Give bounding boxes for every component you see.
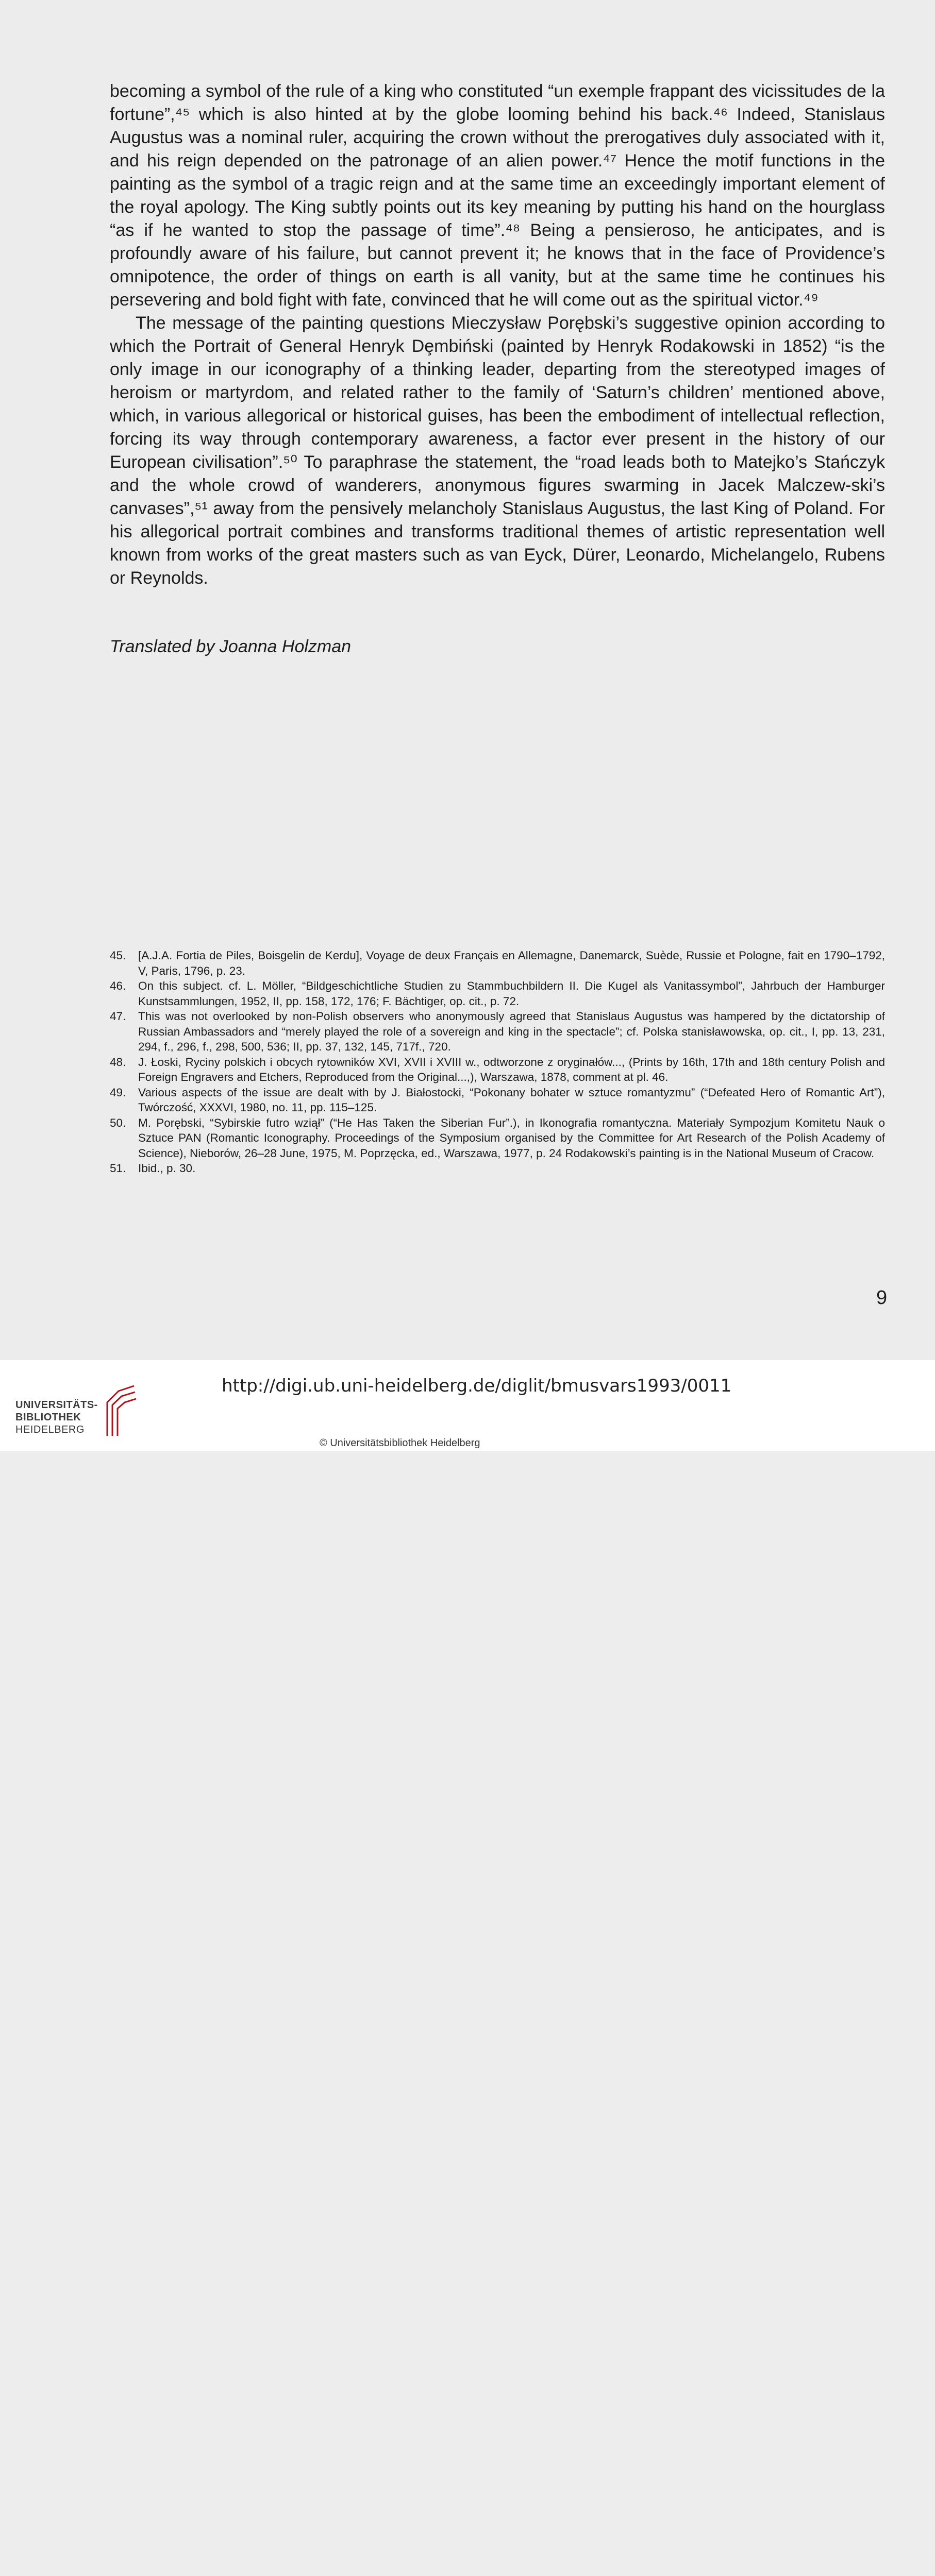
footnote-number: 50. xyxy=(110,1116,126,1129)
library-emblem-icon xyxy=(103,1382,139,1438)
logo-line: BIBLIOTHEK xyxy=(15,1412,81,1423)
footnote-text: Ibid., p. 30. xyxy=(138,1162,196,1175)
library-logo[interactable] xyxy=(15,1381,139,1437)
footnote-text: M. Porębski, “Sybirskie futro wziął” (“He Has Taken the Siberian Fur”.), in Ikonografia romantyczna. Materiały Sympozjum Komitetu Nauk o Sztuce PAN (Romantic Iconography. Proceedings of the Symposium organised by the Committee for Art Research of the Polish Academy of Science), Nieborów, 26–28 June, 1975, M. Poprzęcka, ed., Warszawa, 1977, p. 24 Rodakowski’s painting is in the National Museum of Cracow. xyxy=(138,1116,885,1160)
footnote xyxy=(110,1009,885,1055)
page-number: 9 xyxy=(876,1287,888,1309)
permalink-url[interactable]: http://digi.ub.uni-heidelberg.de/diglit/bmusvars1993/0011 xyxy=(222,1376,732,1396)
footnote-text: This was not overlooked by non-Polish observers who anonymously agreed that Stanislaus Augustus was hampered by the dictatorship of Russian Ambassadors and “merely played the role of a sovereign and king in the spectacle”; cf. Polska stanisławowska, op. cit., I, pp. 13, 231, 294, f., 296, f., 298, 500, 536; II, pp. 37, 132, 145, 717f., 720. xyxy=(138,1010,885,1053)
footnote-number: 51. xyxy=(110,1162,126,1175)
footnote xyxy=(110,1115,885,1161)
logo-line: HEIDELBERG xyxy=(15,1424,85,1435)
translator-credit: Translated by Joanna Holzman xyxy=(110,637,352,656)
footnote-text: Various aspects of the issue are dealt with by J. Białostocki, “Pokonany bohater w sztuce romantyzmu” (“Defeated Hero of Romantic Art”), Twórczość, XXXVI, 1980, no. 11, pp. 115–125. xyxy=(138,1086,885,1114)
footnote-number: 49. xyxy=(110,1086,126,1099)
footnote-number: 48. xyxy=(110,1055,126,1069)
footnote-number: 46. xyxy=(110,979,126,992)
footnote-number: 45. xyxy=(110,949,126,962)
footnote-text: J. Łoski, Ryciny polskich i obcych rytowników XVI, XVII i XVIII w., odtworzone z oryginałów..., (Prints by 16th, 17th and 18th century Polish and Foreign Engravers and Etchers, Reproduced from the Original...,), Warszawa, 1878, comment at pl. 46. xyxy=(138,1055,885,1083)
footnote xyxy=(110,948,885,978)
logo-line: UNIVERSITÄTS- xyxy=(15,1399,98,1411)
footnote xyxy=(110,978,885,1009)
footnote-text: On this subject. cf. L. Möller, “Bildgeschichtliche Studien zu Stammbuchbildern II. Die Kugel als Vanitassymbol”, Jahrbuch der Hamburger Kunstsammlungen, 1952, II, pp. 158, 172, 176; F. Bächtiger, op. cit., p. 72. xyxy=(138,979,885,1008)
paragraph: becoming a symbol of the rule of a king who constituted “un exemple frappant des vicissitudes de la fortune”,⁴⁵ which is also hinted at by the globe looming behind his back.⁴⁶ Indeed, Stanislaus Augustus was a nominal ruler, acquiring the crown without the prerogatives duly associated with it, and his reign depended on the patronage of an alien power.⁴⁷ Hence the motif functions in the painting as the symbol of a tragic reign and at the same time an exceedingly important element of the royal apology. The King subtly points out its key meaning by putting his hand on the hourglass “as if he wanted to stop the passage of time”.⁴⁸ Being a pensieroso, he anticipates, and is profoundly aware of his failure, but cannot prevent it; he knows that in the face of Providence’s omnipotence, the order of things on earth is all vanity, but at the same time he continues his persevering and bold fight with fate, convinced that he will come out as the spiritual victor.⁴⁹ xyxy=(110,81,885,310)
footnote xyxy=(110,1161,885,1176)
body-text xyxy=(110,80,885,590)
footnotes xyxy=(110,948,885,1176)
paragraph: The message of the painting questions Mieczysław Porębski’s suggestive opinion according to which the Portrait of General Henryk Dȩmbiński (painted by Henryk Rodakowski in 1852) “is the only image in our iconography of a thinking leader, departing from the stereotyped images of heroism or martyrdom, and related rather to the family of ‘Saturn’s children’ mentioned above, which, in various allegorical or historical guises, has been the embodiment of intellectual reflection, forcing its way through contemporary awareness, a factor ever present in the history of our European civilisation”.⁵⁰ To paraphrase the statement, the “road leads both to Matejko’s Stańczyk and the whole crowd of wanderers, anonymous figures swarming in Jacek Malczew-ski’s canvases”,⁵¹ away from the pensively melancholy Stanislaus Augustus, the last King of Poland. For his allegorical portrait combines and transforms traditional themes of artistic representation well known from works of the great masters such as van Eyck, Dürer, Leonardo, Michelangelo, Rubens or Reynolds. xyxy=(110,313,885,588)
copyright: © Universitätsbibliothek Heidelberg xyxy=(320,1437,480,1449)
footnote-number: 47. xyxy=(110,1010,126,1023)
footnote xyxy=(110,1055,885,1085)
footnote-text: [A.J.A. Fortia de Piles, Boisgelin de Kerdu], Voyage de deux Français en Allemagne, Danemarck, Suède, Russie et Pologne, fait en 1790–1792, V, Paris, 1796, p. 23. xyxy=(138,949,885,977)
footnote xyxy=(110,1085,885,1115)
